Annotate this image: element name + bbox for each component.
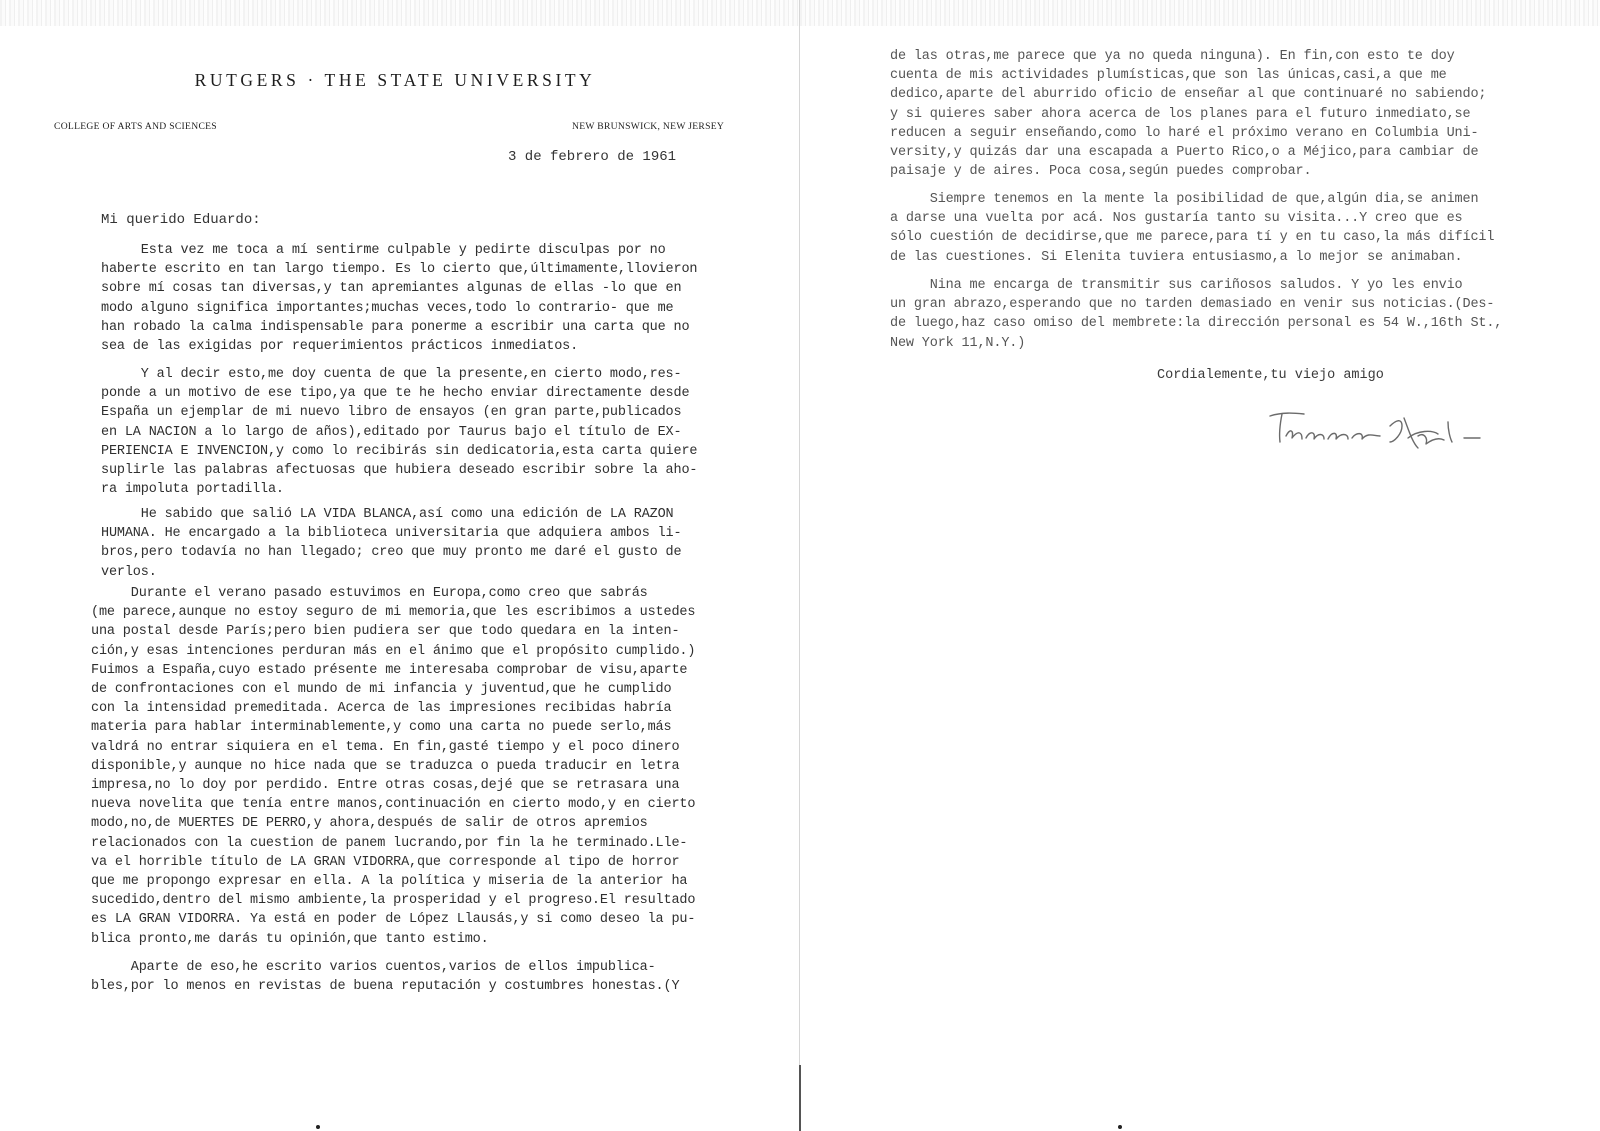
closing: Cordialemente,tu viejo amigo (1157, 368, 1384, 383)
scan-edge (800, 0, 1600, 26)
paragraph-8: Nina me encarga de transmitir sus cariñosos saludos. Y yo les envio un gran abrazo,esperando que no tarden demasiado en venir sus noticias.(Des- de luego,haz caso omiso del membrete:la dirección personal es 54 W.,16th St., New York 11,N.Y.) (890, 278, 1503, 351)
paragraph-2: Y al decir esto,me doy cuenta de que la presente,en cierto modo,res- ponde a un motivo de ese tipo,ya que te he hecho enviar directamente desde España un ejemplar de mi nuevo libro de ensayos (en gran parte,publicados en LA NACION a lo largo de años),editado por Taurus bajo el título de EX- PERIENCIA E INVENCION,y como lo recibirás sin dedicatoria,esta carta quiere suplirle las palabras afectuosas que hubiera deseado escribir sobre la aho- ra impoluta portadilla. (101, 367, 698, 498)
page-divider (799, 0, 800, 1131)
punch-mark (316, 1125, 320, 1129)
signature-image (1268, 408, 1568, 460)
paragraph-4: Durante el verano pasado estuvimos en Europa,como creo que sabrás (me parece,aunque no estoy seguro de mi memoria,que les escribimos a ustedes una postal desde París;pero bien pudiera ser que todo quedara en la inten- ción,y esas intenciones perduran más en el ánimo que el propósito cumplido.) Fuimos a España,cuyo estado présente me interesaba comprobar de visu,aparte de confrontaciones con el mundo de mi infancia y juventud,que he cumplido con la intensidad premeditada. Acerca de las impresiones recibidas habría materia para hablar interminablemente,y como una carta no puede serlo,más valdrá no entrar siquiera en el tema. En fin,gasté tiempo y el poco dinero disponible,y aunque no hice nada que se traduzca o pueda traducir en letra impresa,no lo doy por perdido. Entre otras cosas,dejé que se retrasara una nueva novelita que tenía entre manos,continuación en cierto modo,y en cierto modo,no,de MUERTES DE PERRO,y ahora,después de salir de otros apremios relacionados con la cuestion de panem lucrando,por fin la he terminado.Lle- va el horrible título de LA GRAN VIDORRA,que corresponde al tipo de horror que me propongo expresar en ella. A la política y miseria de la anterior ha sucedido,dentro del mismo ambiente,la prosperidad y el progreso.El resultado es LA GRAN VIDORRA. Ya está en poder de López Llausás,y si como deseo la pu- blica pronto,me darás tu opinión,que tanto estimo. (91, 586, 696, 947)
letterhead-university: RUTGERS · THE STATE UNIVERSITY (194, 70, 596, 90)
letterhead-location: NEW BRUNSWICK, NEW JERSEY (572, 121, 725, 132)
paragraph-5: Aparte de eso,he escrito varios cuentos,varios de ellos impublica- bles,por lo menos en revistas de buena reputación y costumbres honestas.(Y (91, 960, 680, 995)
paragraph-7: Siempre tenemos en la mente la posibilidad de que,algún dia,se animen a darse una vuelta por acá. Nos gustaría tanto su visita...Y creo que es sólo cuestión de decidirse,que me parece,para tí y en tu caso,la más difícil de las cuestiones. Si Elenita tuviera entusiasmo,a lo mejor se animaban. (890, 192, 1495, 265)
page-divider-shadow (799, 1065, 801, 1131)
paragraph-3: He sabido que salió LA VIDA BLANCA,así como una edición de LA RAZON HUMANA. He encargado a la biblioteca universitaria que adquiera ambos li- bros,pero todavía no han llegado; creo que muy pronto me daré el gusto de verlos. (101, 507, 682, 580)
scan-edge (0, 0, 800, 26)
letter-date: 3 de febrero de 1961 (508, 149, 677, 165)
salutation: Mi querido Eduardo: (101, 212, 261, 228)
paragraph-1: Esta vez me toca a mí sentirme culpable y pedirte disculpas por no haberte escrito en tan largo tiempo. Es lo cierto que,últimamente,llovieron sobre mí cosas tan diversas,y tan apremiantes algunas de ellas -lo que en modo alguno significa importantes;muchas veces,todo lo contrario- que me han robado la calma indispensable para ponerme a escribir una carta que no sea de las exigidas por requerimientos prácticos inmediatos. (101, 243, 698, 355)
punch-mark (1118, 1125, 1122, 1129)
letterhead-college: COLLEGE OF ARTS AND SCIENCES (54, 121, 217, 132)
letter-page-2 (800, 0, 1600, 1131)
paragraph-6: de las otras,me parece que ya no queda ninguna). En fin,con esto te doy cuenta de mis actividades plumísticas,que son las únicas,casi,a que me dedico,aparte del aburrido oficio de enseñar al que continuaré no sabiendo; y si quieres saber ahora acerca de los planes para el futuro inmediato,se reducen a seguir enseñando,como lo haré el próximo verano en Columbia Uni- versity,y quizás dar una escapada a Puerto Rico,o a Méjico,para cambiar de paisaje y de aires. Poca cosa,según puedes comprobar. (890, 49, 1487, 180)
